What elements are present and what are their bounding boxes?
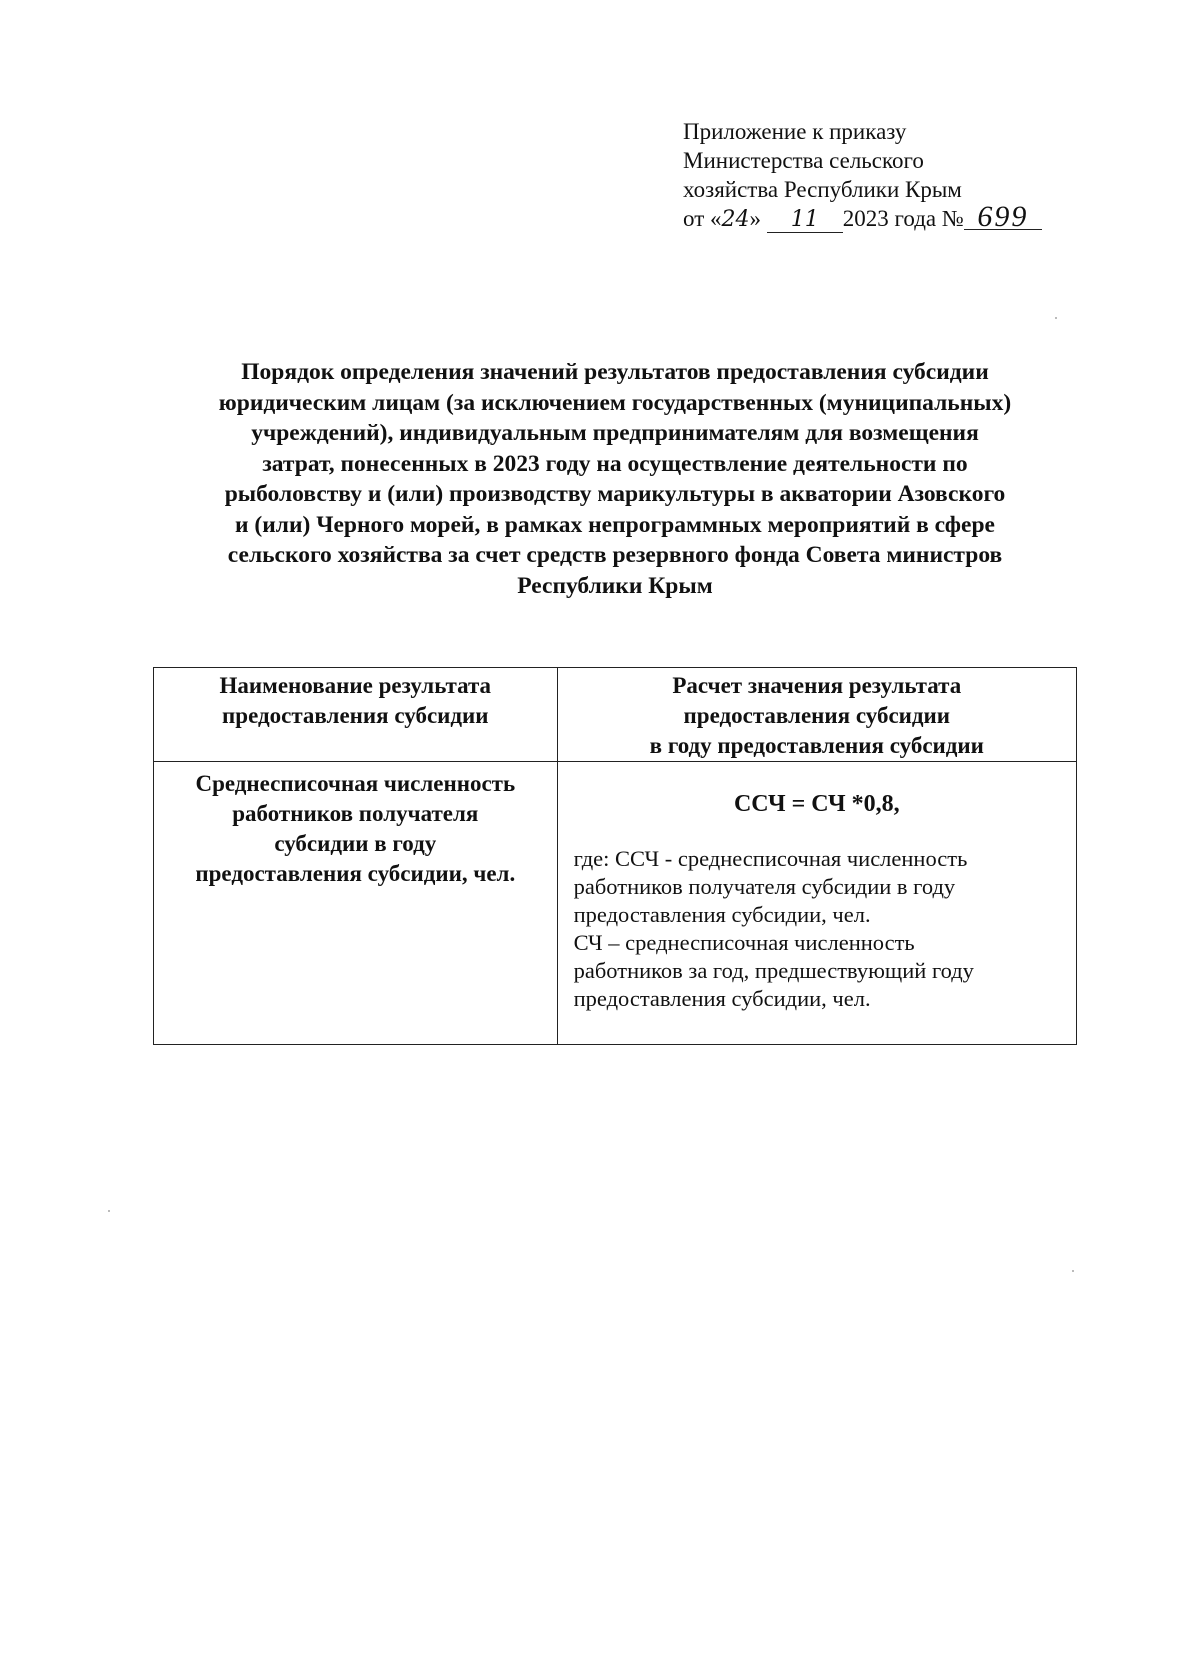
result-name-line: работников получателя (232, 801, 479, 826)
title-line: рыболовству и (или) производству марикультуры в акватории Азовского (224, 481, 1006, 507)
date-month: 11 (767, 208, 843, 233)
scan-speck (1072, 1270, 1074, 1272)
title-line: сельского хозяйства за счет средств резервного фонда Совета министров (227, 542, 1003, 568)
result-name-line: Среднесписочная численность (195, 771, 516, 796)
header-line-1: Приложение к приказу (683, 119, 907, 144)
explanation-line: СЧ – среднесписочная численность (573, 930, 915, 955)
date-day: 24 (721, 207, 750, 232)
title-line: Республики Крым (517, 572, 713, 599)
date-prefix: от « (683, 206, 722, 231)
date-year: 2023 года № (842, 206, 964, 231)
result-name-line: предоставления субсидии, чел. (195, 861, 516, 886)
result-name-line: субсидии в году (274, 831, 437, 856)
document-title (150, 357, 1080, 601)
formula: ССЧ = СЧ *0,8, (733, 791, 900, 817)
scan-speck (1055, 317, 1057, 319)
title-line: Порядок определения значений результатов предоставления субсидии (241, 359, 989, 385)
explanation-line: работников получателя субсидии в году (573, 874, 956, 899)
col1-header-line: предоставления субсидии (222, 703, 489, 728)
col1-header (154, 668, 558, 762)
calculation-cell (557, 762, 1076, 1045)
title-line: учреждений), индивидуальным предпринимателям для возмещения (251, 420, 979, 446)
header-line-2: Министерства сельского (683, 148, 924, 173)
approval-header (683, 117, 1103, 234)
col1-header-line: Наименование результата (219, 673, 492, 698)
title-line: и (или) Черного морей, в рамках непрограммных мероприятий в сфере (235, 511, 995, 538)
col2-header-line: предоставления субсидии (683, 703, 951, 728)
explanation-line: предоставления субсидии, чел. (573, 986, 871, 1011)
results-table (153, 667, 1077, 1045)
explanation-line: предоставления субсидии, чел. (573, 902, 871, 927)
title-line: затрат, понесенных в 2023 году на осуществление деятельности по (262, 450, 968, 477)
explanation-line: работников за год, предшествующий году (573, 958, 974, 983)
title-line: юридическим лицам (за исключением государственных (муниципальных) (218, 389, 1012, 416)
col2-header-line: Расчет значения результата (672, 673, 962, 698)
col2-header (557, 668, 1076, 762)
result-name-cell (154, 762, 558, 1045)
header-line-3: хозяйства Республики Крым (683, 177, 962, 202)
col2-header-line: в году предоставления субсидии (649, 733, 984, 758)
header-date-line (683, 200, 1103, 234)
explanation-line: где: ССЧ - среднесписочная численность (573, 846, 968, 871)
date-mid: » (749, 206, 761, 231)
table-header-row (154, 668, 1077, 762)
table-row (154, 762, 1077, 1045)
order-number: 699 (964, 205, 1042, 230)
scan-speck (108, 1210, 110, 1212)
formula-explanation (558, 845, 1076, 1013)
